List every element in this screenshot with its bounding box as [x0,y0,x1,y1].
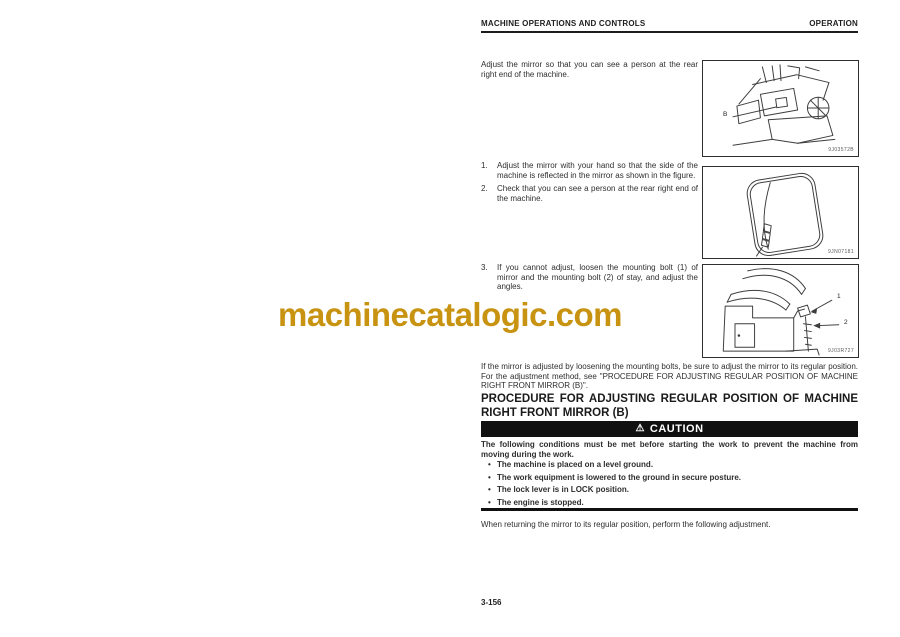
list-item [481,473,858,483]
figure-mounting-bolts-view [702,264,859,358]
page-number: 3-156 [481,598,502,607]
header-chapter-title: OPERATION [809,19,858,28]
step-3 [481,263,698,292]
bullet-text: The engine is stopped. [497,497,584,507]
warning-triangle-icon: ⚠ [635,423,645,434]
caution-lead-text: The following conditions must be met before starting the work to prevent the machine from moving during the work. [481,440,858,459]
caution-banner-title: CAUTION [649,423,704,435]
step-3-number: 3. [481,263,488,272]
caution-bottom-divider [481,508,858,511]
list-item [481,485,858,495]
step-1 [481,161,698,180]
bullet-text: The machine is placed on a level ground. [497,460,654,469]
step-2 [481,184,698,203]
list-item [481,460,858,470]
closing-paragraph: When returning the mirror to its regular position, perform the following adjustment. [481,520,771,529]
mirror-view-illustration [703,167,858,258]
header-divider [481,31,858,33]
intro-paragraph: Adjust the mirror so that you can see a person at the rear right end of the machine. [481,60,698,79]
bullet-marker [481,473,497,483]
figure-1-code: 9J03572B [828,147,854,153]
header-section-title: MACHINE OPERATIONS AND CONTROLS [481,19,646,28]
figure-label-1: 1 [837,293,841,300]
figure-3-code: 9J03R727 [828,348,854,354]
mounting-bolts-illustration [703,265,858,357]
site-watermark: machinecatalogic.com [278,296,622,333]
figure-label-2: 2 [844,319,848,326]
section-heading: PROCEDURE FOR ADJUSTING REGULAR POSITION OF MACHINE RIGHT FRONT MIRROR (B) [481,393,858,419]
step-1-text: Adjust the mirror with your hand so that the side of the machine is reflected in the mirror as shown in the figure. [497,161,698,180]
step-2-text: Check that you can see a person at the rear right end of the machine. [497,184,698,203]
bullet-marker [481,485,497,495]
regular-position-note: If the mirror is adjusted by loosening the mounting bolts, be sure to adjust the mirror to its regular position. For the adjustment method, see "PROCEDURE FOR ADJUSTING REGULAR POSITION OF MACHINE RIGHT FRONT MIRROR (B)". [481,362,858,390]
list-item [481,498,858,508]
step-2-number: 2. [481,184,488,193]
bullet-text: The work equipment is lowered to the ground in secure posture. [497,472,742,482]
figure-label-b: B [723,111,728,118]
figure-machine-rear-view [702,60,859,157]
caution-bullet-list [481,460,858,510]
step-1-number: 1. [481,161,488,170]
bullet-text: The lock lever is in LOCK position. [497,485,630,494]
bullet-marker [481,460,497,470]
bullet-marker [481,498,497,508]
figure-2-code: 9JN07181 [828,249,854,255]
caution-banner [481,421,858,437]
figure-mirror-view [702,166,859,259]
step-3-text: If you cannot adjust, loosen the mounting bolt (1) of mirror and the mounting bolt (2) of stay, and adjust the angles. [497,263,698,291]
machine-rear-view-illustration [703,61,858,156]
